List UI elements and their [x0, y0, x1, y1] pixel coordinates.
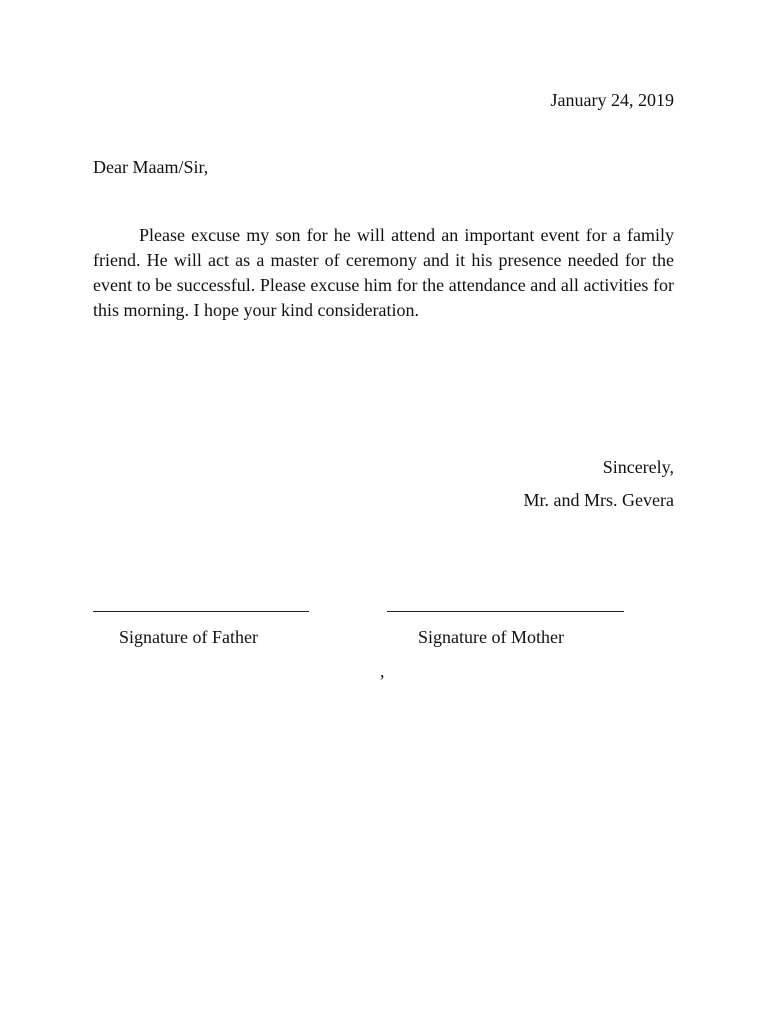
- letter-greeting: Dear Maam/Sir,: [93, 157, 209, 177]
- letter-body: Please excuse my son for he will attend an important event for a family friend. He will act as a master of ceremony and it his presence needed for the event to be successful. Please excuse him for the attendance and all activities for this morning. I hope your kind consideration.: [93, 225, 674, 320]
- letter-date: January 24, 2019: [550, 90, 674, 110]
- father-signature-line: [93, 611, 309, 612]
- stray-comma: ,: [380, 661, 385, 681]
- letter-signer: Mr. and Mrs. Gevera: [523, 490, 674, 510]
- mother-signature-line: [387, 611, 624, 612]
- father-signature-label: Signature of Father: [119, 627, 258, 647]
- mother-signature-label: Signature of Mother: [418, 627, 564, 647]
- letter-closing: Sincerely,: [602, 457, 674, 477]
